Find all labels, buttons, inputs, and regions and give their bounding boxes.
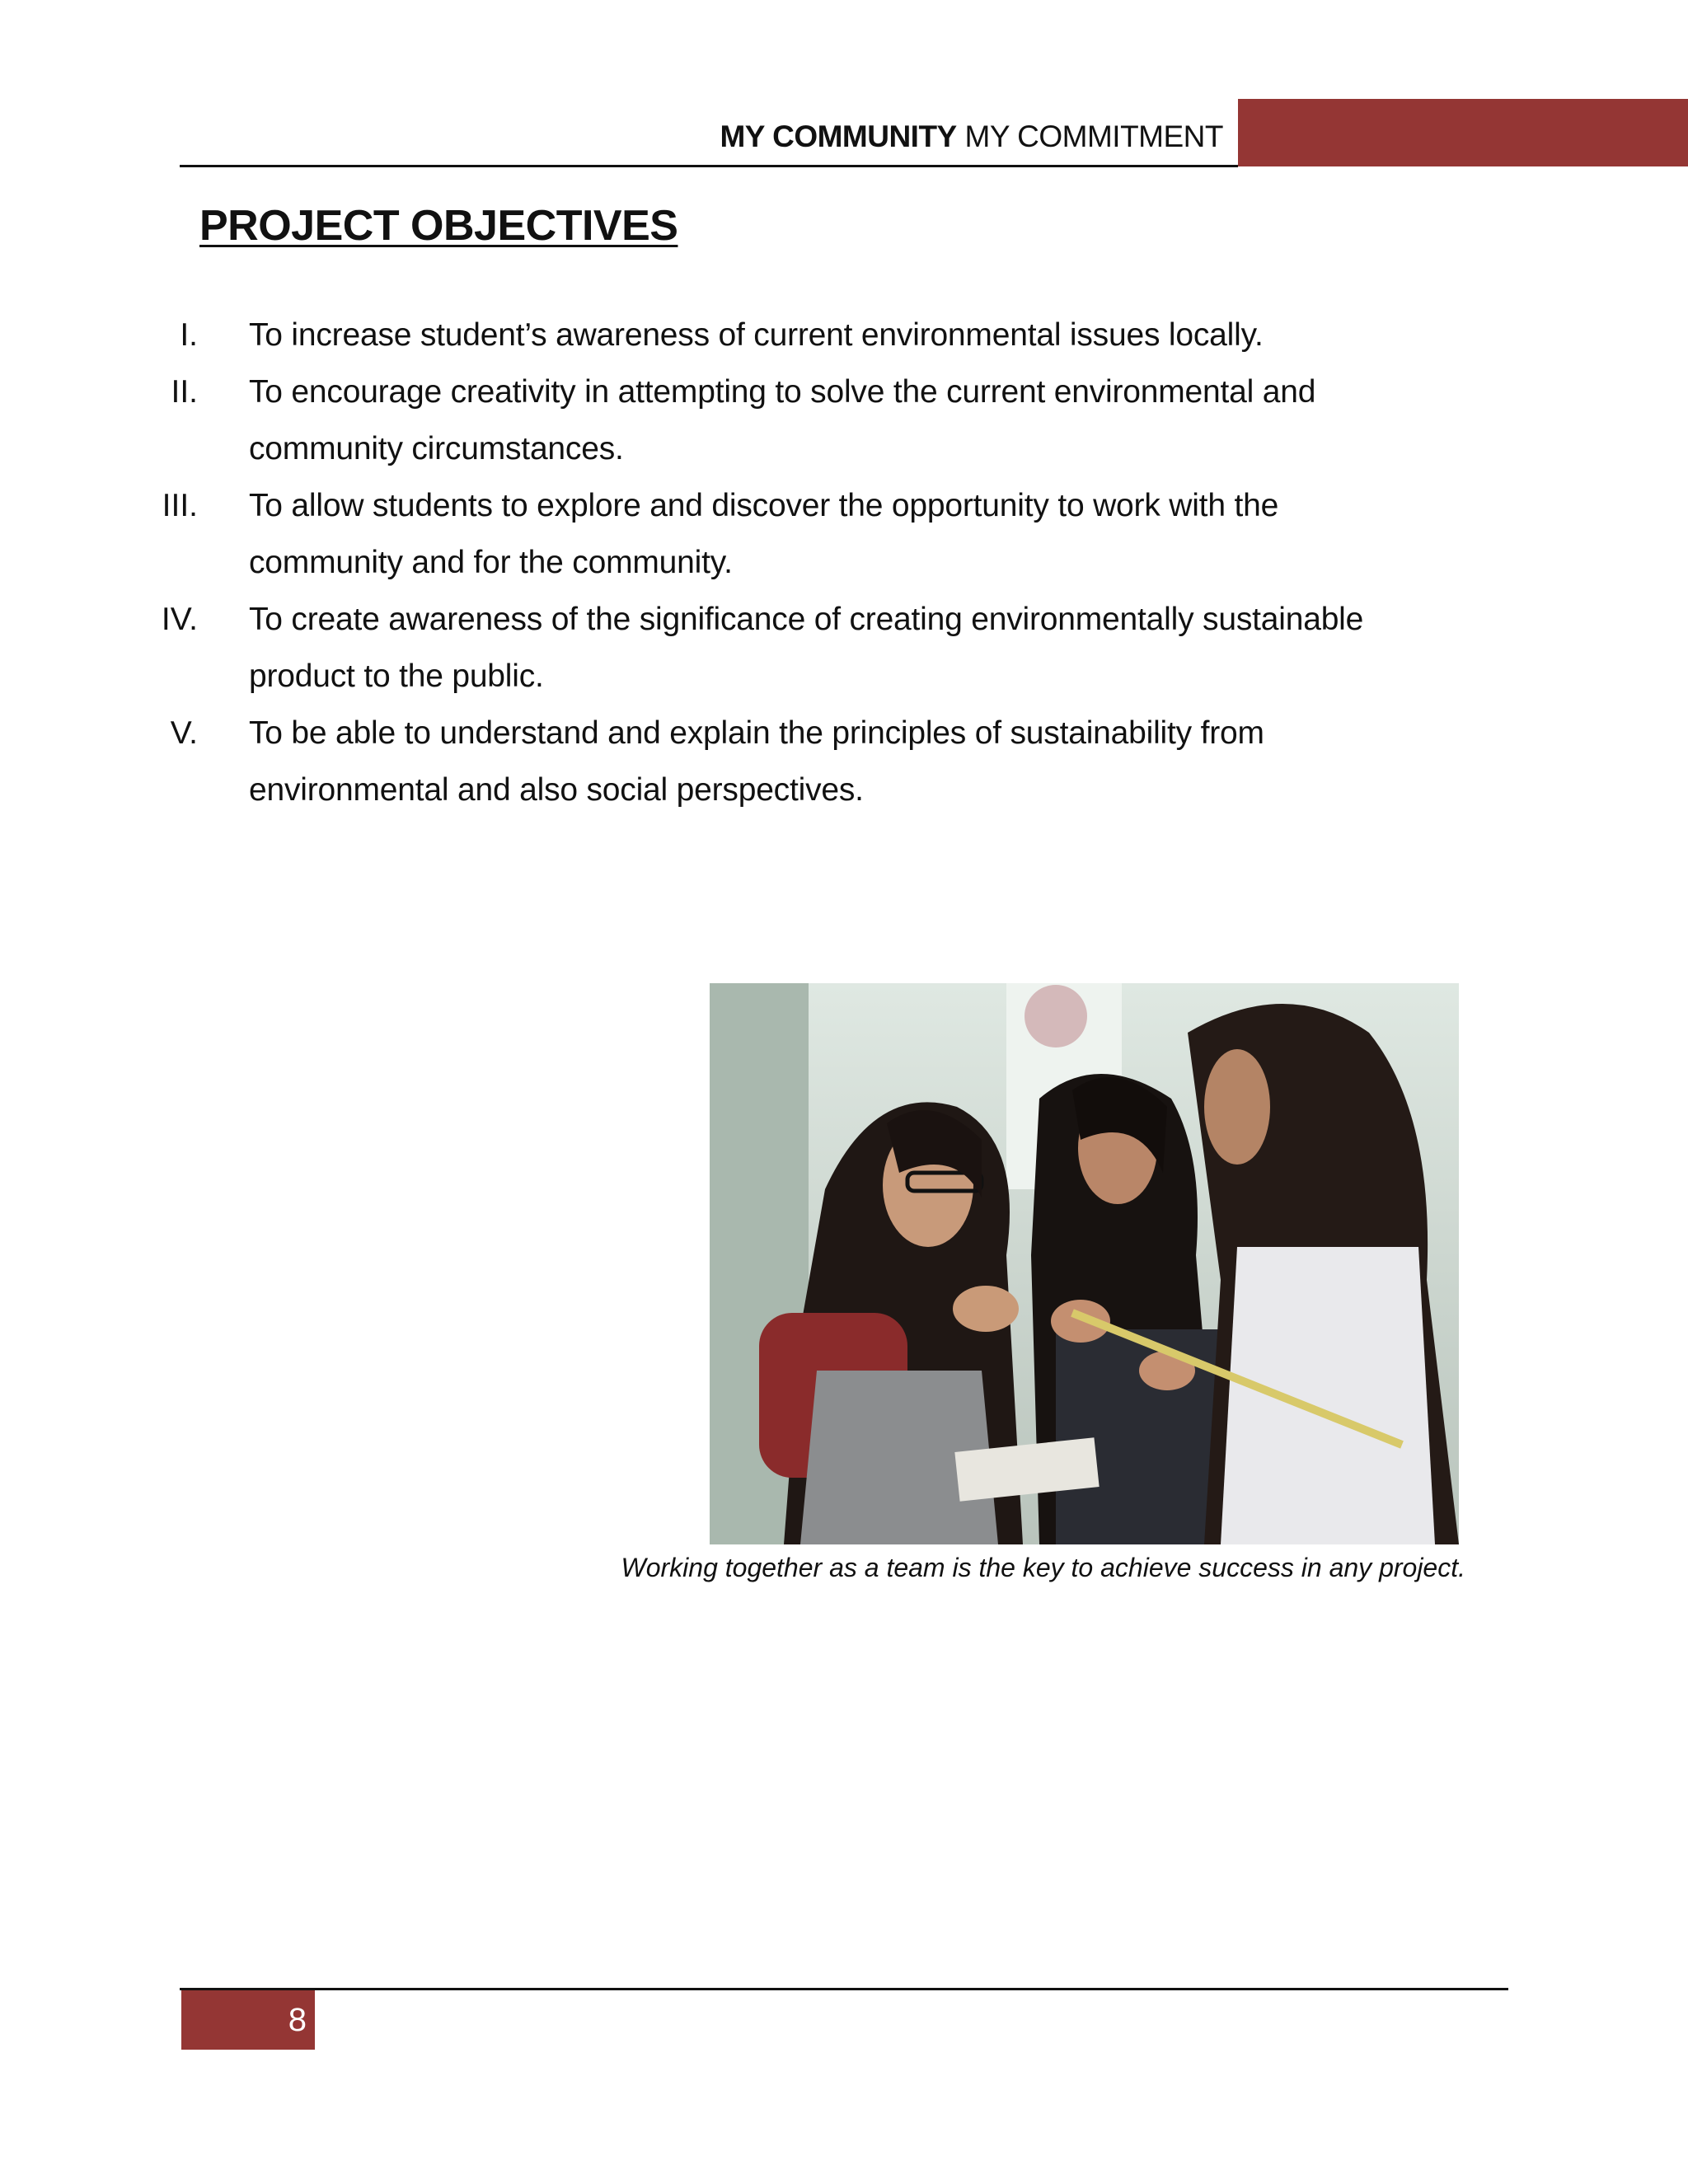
objective-text: To increase student’s awareness of current environmental issues locally. [249,317,1264,353]
page-title: PROJECT OBJECTIVES [199,202,678,250]
objective-item [124,477,1442,591]
objectives-list [124,307,1442,818]
objective-text: To create awareness of the significance of creating environmentally sustainable product to the public. [249,602,1364,694]
running-header-strong: MY COMMUNITY [720,120,957,153]
footer-rule [180,1988,1508,1990]
page-number: 8 [288,2002,307,2038]
objective-text: To allow students to explore and discover the opportunity to work with the community and for the community. [249,488,1279,580]
running-header-rest: MY COMMITMENT [956,120,1223,153]
team-photo-illustration [710,983,1459,1544]
header-accent-bar [1238,99,1688,166]
objective-numeral: II. [171,374,198,410]
objective-item [124,705,1442,818]
objective-item [124,591,1442,705]
objective-item [124,363,1442,477]
objective-numeral: IV. [161,602,198,637]
photo-caption: Working together as a team is the key to achieve success in any project. [621,1553,1465,1582]
objective-text: To be able to understand and explain the principles of sustainability from environmental and also social perspectives. [249,715,1264,808]
header-rule [180,165,1238,167]
objective-item [124,307,1442,363]
team-photo [710,983,1459,1544]
objective-numeral: V. [170,715,198,751]
running-header [180,114,1223,160]
objective-numeral: III. [162,488,198,523]
objective-text: To encourage creativity in attempting to solve the current environmental and community circumstances. [249,374,1316,466]
objective-numeral: I. [180,317,198,353]
